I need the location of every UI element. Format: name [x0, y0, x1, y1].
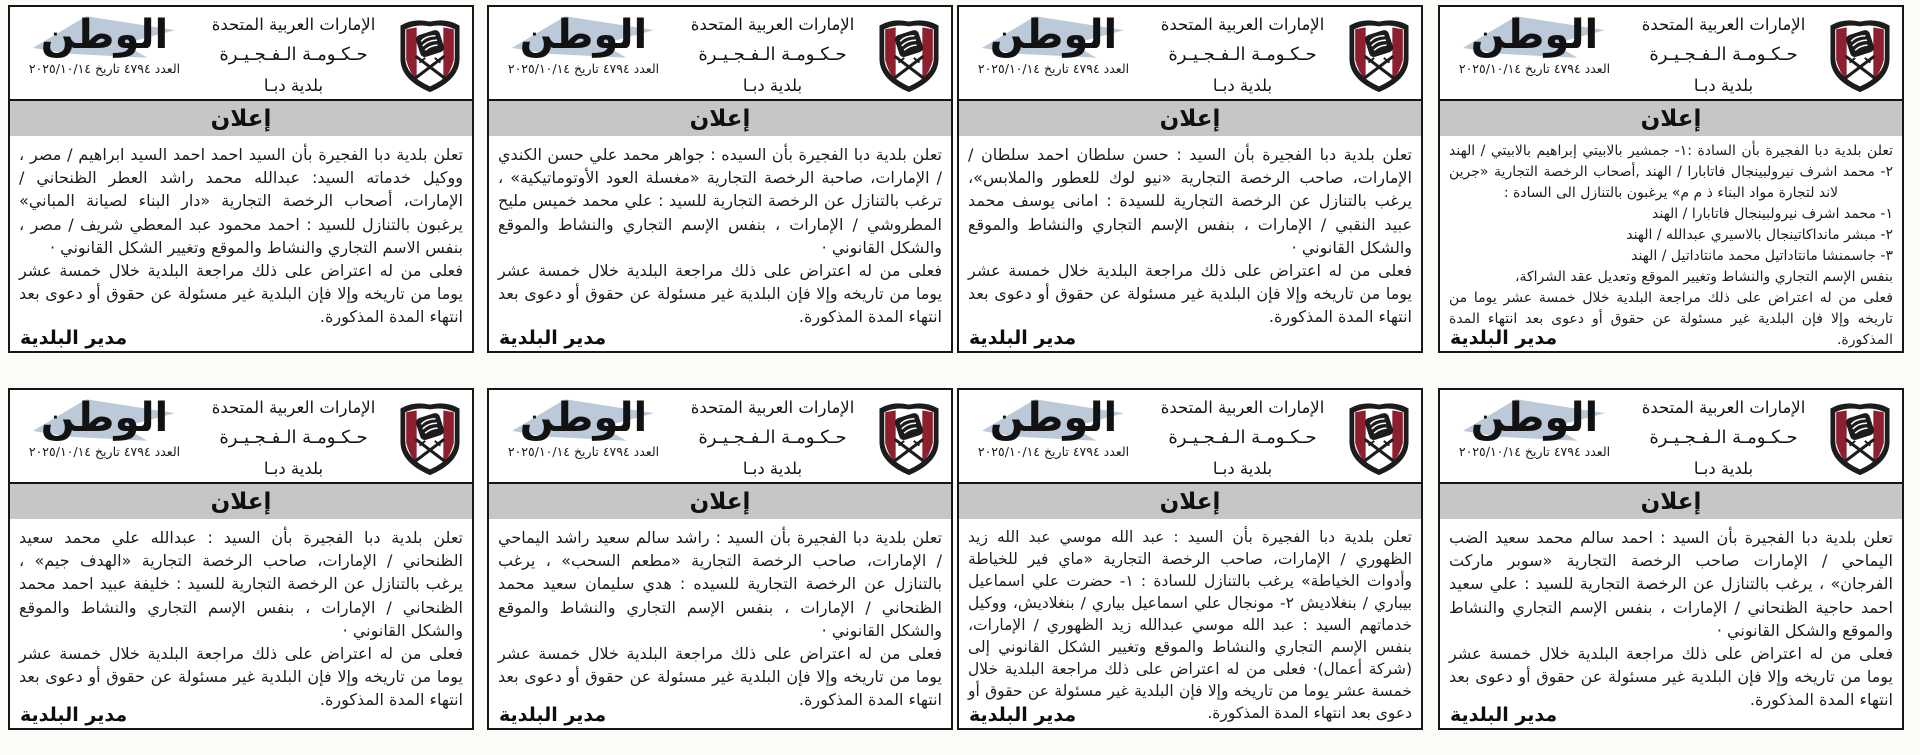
announcement-card [957, 388, 1423, 730]
country-title: الإمارات العربية المتحدة [1160, 14, 1325, 34]
government-title: حـكـومـة الـفـجـيـرة [1168, 44, 1317, 65]
fujairah-government-emblem-icon [1344, 398, 1414, 478]
announcement-banner: إعلان [10, 99, 472, 136]
announcement-banner: إعلان [1440, 482, 1902, 519]
government-title: حـكـومـة الـفـجـيـرة [1168, 427, 1317, 448]
government-title: حـكـومـة الـفـجـيـرة [219, 427, 368, 448]
body-paragraph: فعلى من له اعتراض على ذلك مراجعة البلدية خلال خمسة عشر يوما من تاريخه وإلا فإن البلدية غير مسئولة عن حقوق أو دعوى بعد انتهاء المدة المذكورة. [19, 643, 463, 710]
header-titles [1145, 15, 1340, 95]
signature: مدير البلدية [1450, 704, 1558, 726]
announcement-body [959, 136, 1421, 329]
card-header [489, 390, 951, 482]
fujairah-government-emblem-icon [1825, 398, 1895, 478]
newspaper-logo-block [17, 395, 192, 481]
body-paragraph: تعلن بلدية دبا الفجيرة بأن السيد : عبدالله علي محمد سعيد الظنحاني / الإمارات، صاحب الرخصة التجارية «الهدف جيم» ، يرغب بالتنازل عن الرخصة التجارية للسيد : خليفة عبيد احمد محمد الظنحاني / الإمارات ، بنفس الإسم التجاري والنشاط والموقع والشكل القانوني · [19, 528, 463, 640]
announcement-card [1438, 388, 1904, 730]
issue-date-line: العدد ٤٧٩٤ تاريخ ٢٠٢٥/١٠/١٤ [507, 60, 660, 76]
country-title: الإمارات العربية المتحدة [1641, 14, 1806, 34]
card-header [10, 390, 472, 482]
signature: مدير البلدية [1450, 327, 1558, 349]
newspaper-logo-block [496, 395, 671, 481]
issue-date-line: العدد ٤٧٩٤ تاريخ ٢٠٢٥/١٠/١٤ [977, 60, 1130, 76]
body-paragraph: فعلى من له اعتراض على ذلك مراجعة البلدية خلال خمسة عشر يوما من تاريخه وإلا فإن البلدية غير مسئولة عن حقوق أو دعوى بعد انتهاء المدة المذكورة. [968, 260, 1412, 327]
body-paragraph: تعلن بلدية دبا الفجيرة بأن السيد : راشد سالم سعيد راشد اليماحي / الإمارات، صاحب الرخصة التجارية «مطعم السحب» ، يرغب بالتنازل عن الرخصة التجارية للسيده : هدي سليمان سعيد محمد الظنحاني / الإمارات ، بنفس الإسم التجاري والنشاط والموقع والشكل القانوني · [498, 528, 942, 640]
government-title: حـكـومـة الـفـجـيـرة [1649, 427, 1798, 448]
announcement-card [1438, 5, 1904, 353]
newspaper-logo: الوطن [1470, 11, 1599, 58]
announcement-body [489, 519, 951, 712]
signature: مدير البلدية [969, 704, 1077, 726]
announcement-banner: إعلان [10, 482, 472, 519]
municipality-title: بلدية دبـا [742, 458, 803, 478]
signature: مدير البلدية [969, 327, 1077, 349]
issue-date-line: العدد ٤٧٩٤ تاريخ ٢٠٢٥/١٠/١٤ [28, 443, 181, 459]
issue-date-line: العدد ٤٧٩٤ تاريخ ٢٠٢٥/١٠/١٤ [507, 443, 660, 459]
header-titles [675, 398, 870, 478]
newspaper-logo: الوطن [40, 394, 169, 441]
fujairah-government-emblem-icon [874, 398, 944, 478]
fujairah-government-emblem-icon [1344, 15, 1414, 95]
transferee-list-item: ٣- جاسمنشا مانتاداتيل محمد مانتاداتيل / الهند [1631, 248, 1893, 264]
country-title: الإمارات العربية المتحدة [690, 14, 855, 34]
transferee-list-item: ٢- مبشر مانداكاتينجال بالاسيري عبدالله / الهند [1626, 227, 1893, 243]
signature: مدير البلدية [499, 327, 607, 349]
municipality-title: بلدية دبـا [1693, 458, 1754, 478]
announcement-body [1440, 136, 1902, 351]
card-header [489, 7, 951, 99]
announcement-banner: إعلان [489, 482, 951, 519]
issue-date-line: العدد ٤٧٩٤ تاريخ ٢٠٢٥/١٠/١٤ [1458, 443, 1611, 459]
newspaper-logo-block [1447, 395, 1622, 481]
announcement-banner: إعلان [959, 99, 1421, 136]
body-paragraph: تعلن بلدية دبا الفجيرة بأن السادة :١- جمشير بالابيتي إبراهيم بالابيتي / الهند ٢- محمد اشرف نيرولبينجال فاتابارا / الهند ,أصحاب الرخصة التجارية «جرين لاند لتجارة مواد البناء ذ م م» يرغبون بالتنازل الى السادة : [1449, 143, 1893, 201]
card-header [959, 7, 1421, 99]
announcement-banner: إعلان [489, 99, 951, 136]
newspaper-logo: الوطن [519, 394, 648, 441]
country-title: الإمارات العربية المتحدة [1160, 397, 1325, 417]
country-title: الإمارات العربية المتحدة [690, 397, 855, 417]
body-paragraph: فعلى من له اعتراض على ذلك مراجعة البلدية خلال خمسة عشر يوما من تاريخه وإلا فإن البلدية غير مسئولة عن حقوق أو دعوى بعد انتهاء المدة المذكورة. [498, 260, 942, 327]
fujairah-government-emblem-icon [874, 15, 944, 95]
body-paragraph: بنفس الإسم التجاري والنشاط وتغيير الموقع وتعديل عقد الشراكة، [1514, 269, 1893, 285]
announcement-body [1440, 519, 1902, 712]
body-paragraph: فعلى من له اعتراض على ذلك مراجعة البلدية خلال خمسة عشر يوما من تاريخه وإلا فإن البلدية غير مسئولة عن حقوق أو دعوى بعد انتهاء المدة المذكورة. [1449, 290, 1893, 348]
announcement-body [959, 519, 1421, 724]
country-title: الإمارات العربية المتحدة [1641, 397, 1806, 417]
announcement-banner: إعلان [959, 482, 1421, 519]
municipality-title: بلدية دبـا [1693, 75, 1754, 95]
card-header [1440, 7, 1902, 99]
signature: مدير البلدية [499, 704, 607, 726]
country-title: الإمارات العربية المتحدة [211, 397, 376, 417]
newspaper-logo: الوطن [989, 394, 1118, 441]
body-paragraph: تعلن بلدية دبا الفجيرة بأن السيد احمد احمد السيد ابراهيم / مصر ، ووكيل خدماته السيد: عبدالله محمد راشد العطر الظنحاني / الإمارات، أصحاب الرخصة التجارية «دار البناء لصيانة المباني» يرغبون بالتنازل للسيد : احمد محمود عبد المعطي شريف / مصر ، بنفس الاسم التجاري والنشاط والموقع وتغيير الشكل القانوني · [19, 145, 463, 257]
newspaper-logo-block [966, 12, 1141, 98]
body-paragraph: فعلى من له اعتراض على ذلك مراجعة البلدية خلال خمسة عشر يوما من تاريخه وإلا فإن البلدية غير مسئولة عن حقوق أو دعوى بعد انتهاء المدة المذكورة. [1449, 643, 1893, 710]
body-paragraph: تعلن بلدية دبا الفجيرة بأن السيد : حسن سلطان احمد سلطان / الإمارات، صاحب الرخصة التجارية «نيو لوك للعطور والملابس»، يرغب بالتنازل عن الرخصة التجارية للسيدة : امانى يوسف محمد عبيد النقبي / الإمارات ، بنفس الإسم التجاري والنشاط والموقع والشكل القانوني · [968, 145, 1412, 257]
newspaper-logo: الوطن [989, 11, 1118, 58]
municipality-title: بلدية دبـا [263, 458, 324, 478]
fujairah-government-emblem-icon [395, 398, 465, 478]
issue-date-line: العدد ٤٧٩٤ تاريخ ٢٠٢٥/١٠/١٤ [977, 443, 1130, 459]
announcement-body [489, 136, 951, 329]
newspaper-logo-block [496, 12, 671, 98]
municipality-title: بلدية دبـا [1212, 458, 1273, 478]
issue-date-line: العدد ٤٧٩٤ تاريخ ٢٠٢٥/١٠/١٤ [28, 60, 181, 76]
announcement-banner: إعلان [1440, 99, 1902, 136]
municipality-title: بلدية دبـا [1212, 75, 1273, 95]
government-title: حـكـومـة الـفـجـيـرة [698, 427, 847, 448]
body-paragraph: تعلن بلدية دبا الفجيرة بأن السيده : جواهر محمد علي حسن الكندي / الإمارات، صاحبة الرخصة التجارية «مغسلة العود الأوتوماتيكية» ، ترغب بالتنازل عن الرخصة التجارية للسيد : علي محمد خميس مليح المطروشي / الإمارات ، بنفس الإسم التجاري والنشاط والموقع والشكل القانوني · [498, 145, 942, 257]
municipality-title: بلدية دبـا [742, 75, 803, 95]
body-paragraph: تعلن بلدية دبا الفجيرة بأن السيد : احمد سالم محمد سعيد الضب اليماحي / الإمارات صاحب الرخصة التجارية «سوبر ماركت الفرجان» ، يرغب بالتنازل عن الرخصة التجارية للسيد : علي سعيد احمد حاجية الظنحاني / الإمارات ، بنفس الإسم التجاري والنشاط والموقع والشكل القانوني · [1449, 528, 1893, 640]
header-titles [1145, 398, 1340, 478]
government-title: حـكـومـة الـفـجـيـرة [1649, 44, 1798, 65]
body-paragraph: فعلى من له اعتراض على ذلك مراجعة البلدية خلال خمسة عشر يوما من تاريخه وإلا فإن البلدية غير مسئولة عن حقوق أو دعوى بعد انتهاء المدة المذكورة. [498, 643, 942, 710]
header-titles [196, 15, 391, 95]
issue-date-line: العدد ٤٧٩٤ تاريخ ٢٠٢٥/١٠/١٤ [1458, 60, 1611, 76]
announcement-card [487, 388, 953, 730]
body-paragraph: فعلى من له اعتراض على ذلك مراجعة البلدية خلال خمسة عشر يوما من تاريخه وإلا فإن البلدية غير مسئولة عن حقوق أو دعوى بعد انتهاء المدة المذكورة. [19, 260, 463, 327]
announcement-card [957, 5, 1423, 353]
card-header [1440, 390, 1902, 482]
header-titles [1626, 398, 1821, 478]
newspaper-logo: الوطن [519, 11, 648, 58]
newspaper-logo: الوطن [40, 11, 169, 58]
fujairah-government-emblem-icon [395, 15, 465, 95]
announcement-body [10, 136, 472, 329]
announcement-card [8, 388, 474, 730]
newspaper-logo: الوطن [1470, 394, 1599, 441]
fujairah-government-emblem-icon [1825, 15, 1895, 95]
body-paragraph: تعلن بلدية دبا الفجيرة بأن السيد : عبد الله موسي عبد الله زيد الظهوري / الإمارات، صاحب الرخصة التجارية «ماي فير للخياطة وأدوات الخياطة» يرغب بالتنازل للسادة : ١- حضرت علي اسماعيل بيباري / بنغلاديش ٢- مونجال علي اسماعيل بياري / بنغلاديش، ووكيل خدماتهم السيد : عبد الله موسي عبدالله زيد الظهوري / الإمارات، بنفس الإسم التجاري والنشاط والموقع وتغيير الشكل القانوني إلى (شركة أعمال)· فعلى من له اعتراض على ذلك مراجعة البلدية خلال خمسة عشر يوما من تاريخه وإلا فإن البلدية غير مسئولة عن حقوق أو دعوى بعد انتهاء المدة المذكورة. [968, 528, 1412, 722]
card-header [10, 7, 472, 99]
announcement-card [8, 5, 474, 353]
header-titles [675, 15, 870, 95]
newspaper-logo-block [1447, 12, 1622, 98]
government-title: حـكـومـة الـفـجـيـرة [698, 44, 847, 65]
newspaper-logo-block [17, 12, 192, 98]
newspaper-logo-block [966, 395, 1141, 481]
transferee-list-item: ١- محمد اشرف نيرولبينجال فاتابارا / الهند [1652, 206, 1893, 222]
card-header [959, 390, 1421, 482]
announcement-body [10, 519, 472, 712]
header-titles [1626, 15, 1821, 95]
signature: مدير البلدية [20, 327, 128, 349]
country-title: الإمارات العربية المتحدة [211, 14, 376, 34]
signature: مدير البلدية [20, 704, 128, 726]
header-titles [196, 398, 391, 478]
government-title: حـكـومـة الـفـجـيـرة [219, 44, 368, 65]
announcement-card [487, 5, 953, 353]
municipality-title: بلدية دبـا [263, 75, 324, 95]
